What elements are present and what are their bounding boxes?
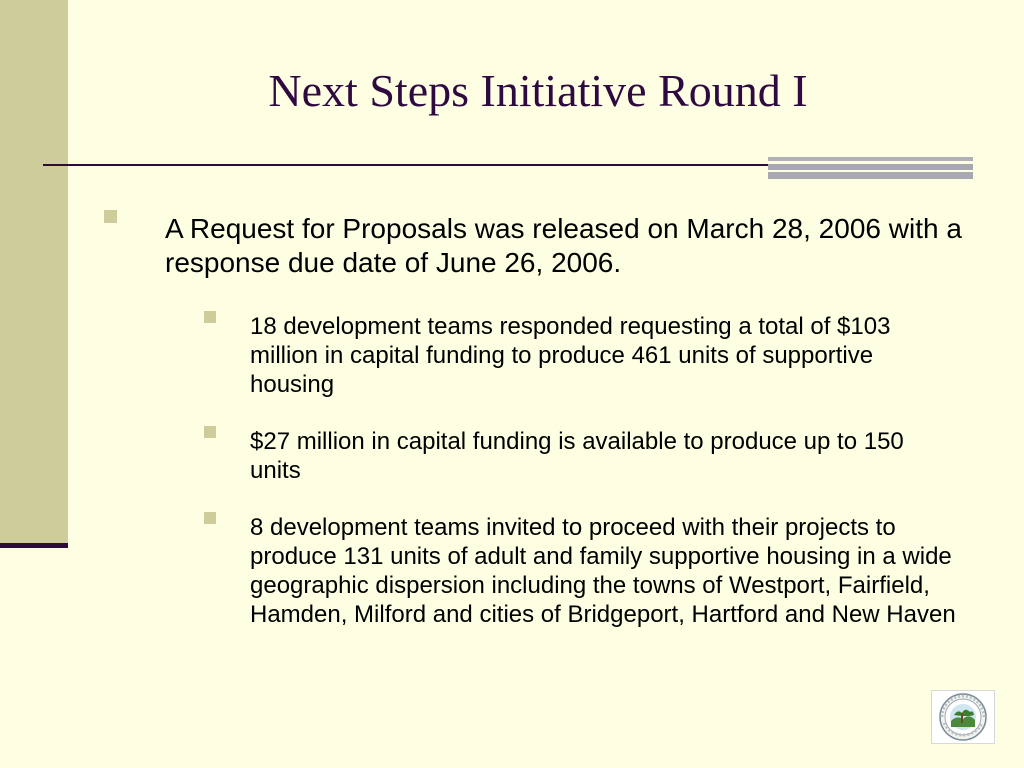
sidebar-strip [0, 0, 68, 545]
sub-bullet-invited-teams: 8 development teams invited to proceed with their projects to produce 131 units of adult and family supportive housing in a wide geographic dispersion including the towns of Westport, Fairfield, Hamden, Milford and cities of Bridgeport, Hartford and New Haven [250, 514, 956, 628]
bullet-rfp-release: A Request for Proposals was released on March 28, 2006 with a response due date of June 26, 2006. [165, 213, 962, 278]
sub-bullet-marker-icon [204, 512, 216, 524]
sub-bullet-responses: 18 development teams responded requesting a total of $103 million in capital funding to produce 461 units of supportive housing [250, 313, 891, 398]
title-accent-bars [768, 157, 973, 179]
slide-title: Next Steps Initiative Round I [268, 65, 808, 116]
sub-bullet-funding: $27 million in capital funding is available to produce up to 150 units [250, 428, 904, 484]
sub-bullet-marker-icon [204, 311, 216, 323]
agency-seal-icon [931, 690, 995, 744]
sidebar-strip-bar [0, 543, 68, 548]
sub-bullet-marker-icon [204, 426, 216, 438]
bullet-marker-icon [104, 210, 117, 223]
